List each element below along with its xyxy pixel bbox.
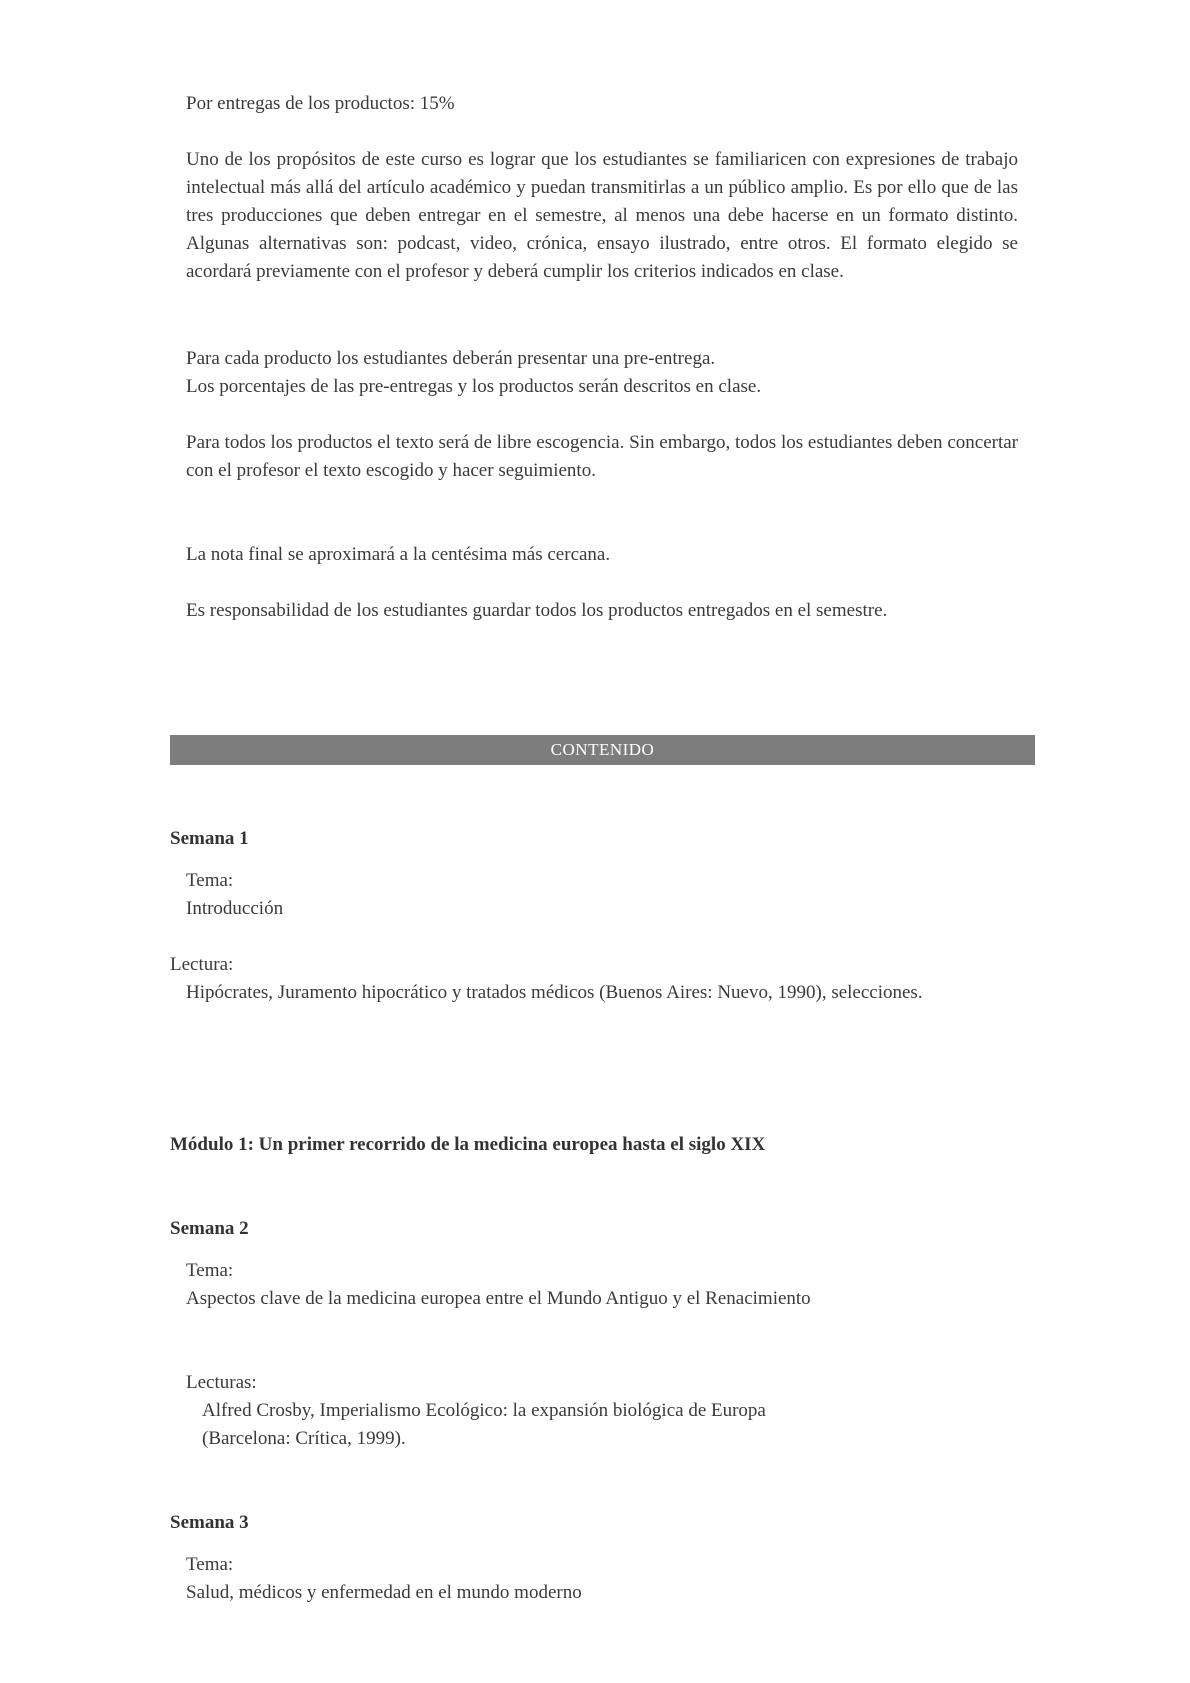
paragraph-pre-entrega: Para cada producto los estudiantes deberán presentar una pre-entrega.: [186, 348, 716, 369]
semana-1-lectura-label: Lectura:: [170, 954, 234, 975]
semana-3-tema-label: Tema:: [186, 1554, 234, 1575]
paragraph-nota-final: La nota final se aproximará a la centésima más cercana.: [186, 544, 611, 565]
paragraph-responsabilidad: Es responsabilidad de los estudiantes guardar todos los productos entregados en el semestre.: [186, 600, 888, 621]
paragraph-texto-libre: Para todos los productos el texto será de libre escogencia. Sin embargo, todos los estudiantes deben concertar con el profesor el texto escogido y hacer seguimiento.: [186, 432, 1018, 481]
section-title-bar: CONTENIDO: [170, 735, 1035, 765]
semana-3-title: Semana 3: [170, 1512, 249, 1533]
semana-2-lectura-line2: (Barcelona: Crítica, 1999).: [202, 1428, 406, 1449]
paragraph-porcentajes: Los porcentajes de las pre-entregas y los productos serán descritos en clase.: [186, 376, 762, 397]
modulo-1-title: Módulo 1: Un primer recorrido de la medicina europea hasta el siglo XIX: [170, 1134, 766, 1155]
semana-2-lectura-line1: Alfred Crosby, Imperialismo Ecológico: la expansión biológica de Europa: [202, 1400, 766, 1421]
semana-3-tema: Salud, médicos y enfermedad en el mundo moderno: [186, 1582, 582, 1603]
semana-1-title: Semana 1: [170, 828, 249, 849]
semana-2-lecturas-label: Lecturas:: [186, 1372, 257, 1393]
semana-2-title: Semana 2: [170, 1218, 249, 1239]
semana-1-tema: Introducción: [186, 898, 284, 919]
semana-1-lectura: Hipócrates, Juramento hipocrático y tratados médicos (Buenos Aires: Nuevo, 1990), selecciones.: [186, 982, 923, 1003]
semana-2-tema-label: Tema:: [186, 1260, 234, 1281]
paragraph-alternative-formats: Uno de los propósitos de este curso es lograr que los estudiantes se familiaricen con expresiones de trabajo intelectual más allá del artículo académico y puedan transmitirlas a un público amplio. Es por ello que de las tres producciones que deben entregar en el semestre, al menos una debe hacerse en un formato distinto. Algunas alternativas son: podcast, video, crónica, ensayo ilustrado, entre otros. El formato elegido se acordará previamente con el profesor y deberá cumplir los criterios indicados en clase.: [186, 149, 1018, 282]
evaluation-heading: Por entregas de los productos: 15%: [186, 93, 455, 114]
semana-2-tema: Aspectos clave de la medicina europea entre el Mundo Antiguo y el Renacimiento: [186, 1288, 811, 1309]
semana-1-tema-label: Tema:: [186, 870, 234, 891]
